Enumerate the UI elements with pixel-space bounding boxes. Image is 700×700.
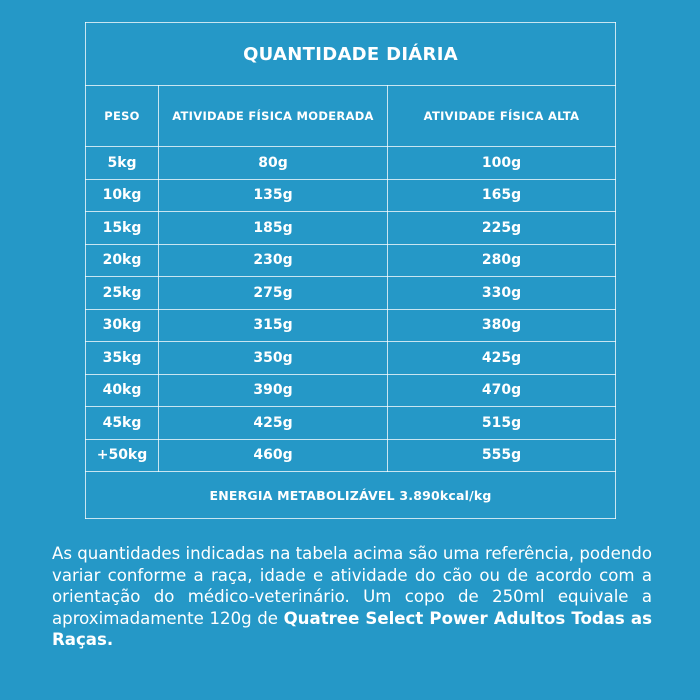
high-cell: 515g — [388, 407, 616, 440]
table-row — [86, 309, 616, 342]
high-cell: 165g — [388, 179, 616, 212]
moderate-cell: 390g — [159, 374, 388, 407]
weight-cell: 45kg — [86, 407, 159, 440]
weight-cell: 5kg — [86, 147, 159, 180]
moderate-cell: 185g — [159, 212, 388, 245]
daily-quantity-table — [85, 22, 616, 519]
table-row — [86, 147, 616, 180]
high-cell: 425g — [388, 342, 616, 375]
header-weight: PESO — [86, 86, 159, 147]
weight-cell: 25kg — [86, 277, 159, 310]
high-cell: 225g — [388, 212, 616, 245]
high-cell: 100g — [388, 147, 616, 180]
high-cell: 555g — [388, 439, 616, 472]
moderate-cell: 80g — [159, 147, 388, 180]
header-moderate-activity: ATIVIDADE FÍSICA MODERADA — [159, 86, 388, 147]
weight-cell: 15kg — [86, 212, 159, 245]
moderate-cell: 230g — [159, 244, 388, 277]
moderate-cell: 460g — [159, 439, 388, 472]
high-cell: 280g — [388, 244, 616, 277]
table-row — [86, 342, 616, 375]
feeding-note-text: As quantidades indicadas na tabela acima são uma referência, podendo variar conforme a raça, idade e atividade do cão ou de acordo com a orientação do médico-veterinário. Um copo de 250ml equivale a aproximadamente 120g de — [52, 544, 652, 628]
high-cell: 380g — [388, 309, 616, 342]
table-row — [86, 277, 616, 310]
moderate-cell: 350g — [159, 342, 388, 375]
high-cell: 470g — [388, 374, 616, 407]
table-title: QUANTIDADE DIÁRIA — [86, 23, 616, 86]
weight-cell: 40kg — [86, 374, 159, 407]
header-high-activity: ATIVIDADE FÍSICA ALTA — [388, 86, 616, 147]
high-cell: 330g — [388, 277, 616, 310]
table-row — [86, 244, 616, 277]
moderate-cell: 315g — [159, 309, 388, 342]
weight-cell: 30kg — [86, 309, 159, 342]
table-row — [86, 374, 616, 407]
table-row — [86, 179, 616, 212]
weight-cell: 10kg — [86, 179, 159, 212]
moderate-cell: 135g — [159, 179, 388, 212]
table-row — [86, 212, 616, 245]
metabolizable-energy-footer: ENERGIA METABOLIZÁVEL 3.890kcal/kg — [86, 472, 616, 519]
moderate-cell: 425g — [159, 407, 388, 440]
weight-cell: 35kg — [86, 342, 159, 375]
table-row — [86, 439, 616, 472]
product-name: Quatree Select Power Adultos Todas as Raças. — [52, 608, 652, 649]
weight-cell: 20kg — [86, 244, 159, 277]
feeding-note — [52, 543, 652, 651]
moderate-cell: 275g — [159, 277, 388, 310]
weight-cell: +50kg — [86, 439, 159, 472]
table-row — [86, 407, 616, 440]
